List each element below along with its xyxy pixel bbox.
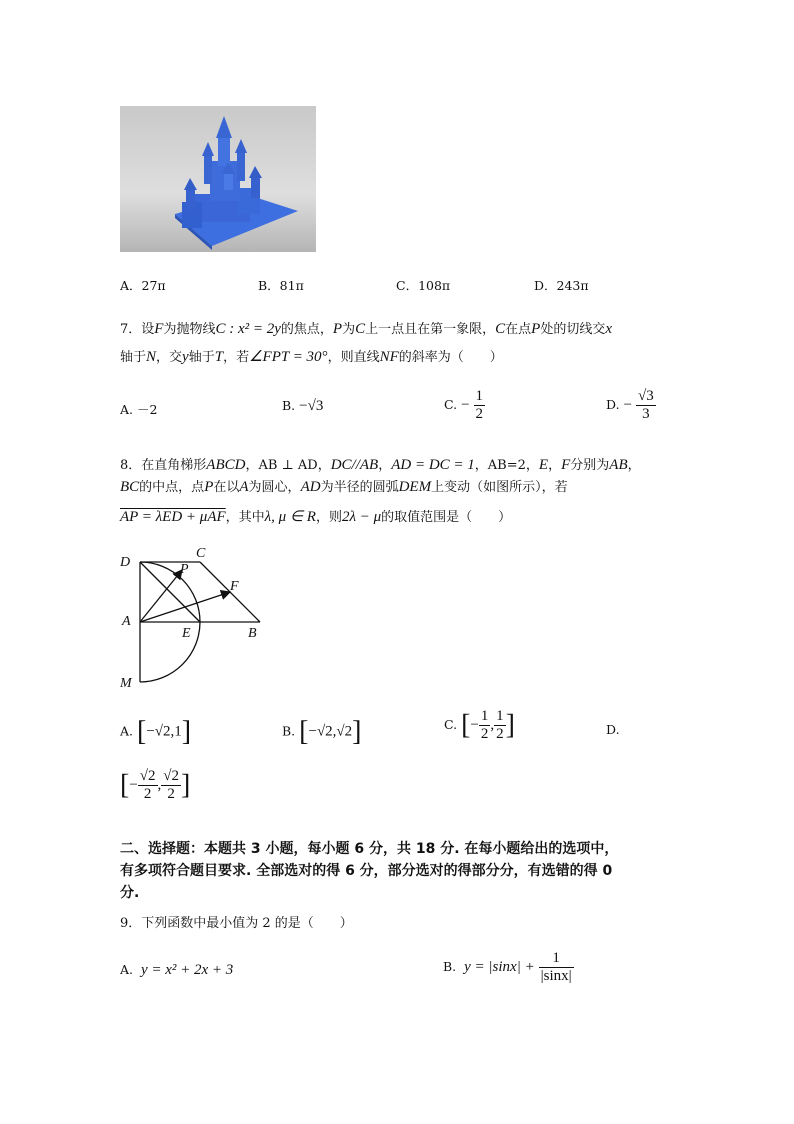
q7-option-c: C. − $\frac{1}{2}$ xyxy=(444,388,484,422)
section2-heading-line3: 分. xyxy=(120,885,140,901)
q8-option-b: B. [−√2,√2] xyxy=(282,716,362,747)
q8-stem-line1: 8．在直角梯形ABCD，AB ⊥ AD，DC//AB，AD = DC = 1，AB=2，E，F分别为AB， xyxy=(120,457,641,473)
q7-stem-line1: 7．设F为抛物线C : x² = 2y的焦点，P为C上一点且在第一象限，C在点P处的切线交x xyxy=(120,321,613,337)
q8-option-a: A. [−√2,1] xyxy=(120,716,192,747)
label-f: F xyxy=(230,579,239,594)
q8-option-d-label: D. xyxy=(606,722,620,737)
label-m: M xyxy=(120,676,132,690)
q8-option-c: C. [− $\frac{1}{2}$ , $\frac{1}{2}$ ] xyxy=(444,708,515,742)
label-c: C xyxy=(196,546,206,561)
q7-stem-line2: 轴于N，交y轴于T，若∠FPT = 30°，则直线NF的斜率为（ ） xyxy=(120,349,503,365)
q8-trapezoid-figure xyxy=(118,545,268,694)
label-p: P xyxy=(180,562,189,577)
q8-option-d: [− $\frac{√2}{2}$ , $\frac{√2}{2}$ ] xyxy=(120,768,191,802)
q6-option-b: B．81π xyxy=(258,278,304,293)
q7-option-a: A. －2 xyxy=(120,402,158,417)
q7-option-b: B. −√3 xyxy=(282,398,324,414)
label-a: A xyxy=(122,614,131,629)
section2-heading-line1: 二、选择题：本题共 3 小题，每小题 6 分，共 18 分. 在每小题给出的选项中， xyxy=(120,841,619,857)
q7-option-d: D. − $\frac{√3}{3}$ xyxy=(606,388,654,422)
q9-option-b: B. y = |sinx| + $\frac{1}{|\sin x|}$ xyxy=(443,950,572,984)
label-b: B xyxy=(248,626,257,641)
q6-option-c: C．108π xyxy=(396,278,451,293)
q9-stem: 9．下列函数中最小值为 2 的是（ ） xyxy=(120,916,353,931)
label-e: E xyxy=(182,626,191,641)
section2-heading-line2: 有多项符合题目要求. 全部选对的得 6 分，部分选对的得部分分，有选错的得 0 xyxy=(120,863,613,879)
q9-option-a: A. y = x² + 2x + 3 xyxy=(120,962,234,978)
q8-stem-line3: AP = λED + μAF，其中λ, μ ∈ R，则2λ − μ的取值范围是（ ） xyxy=(120,509,512,525)
q6-option-a: A．27π xyxy=(120,278,166,293)
q6-option-d: D．243π xyxy=(534,278,589,293)
label-d: D xyxy=(120,555,131,570)
q8-stem-line2: BC的中点，点P在以A为圆心，AD为半径的圆弧DEM上变动（如图所示），若 xyxy=(120,479,568,495)
castle-model-image xyxy=(120,106,316,252)
